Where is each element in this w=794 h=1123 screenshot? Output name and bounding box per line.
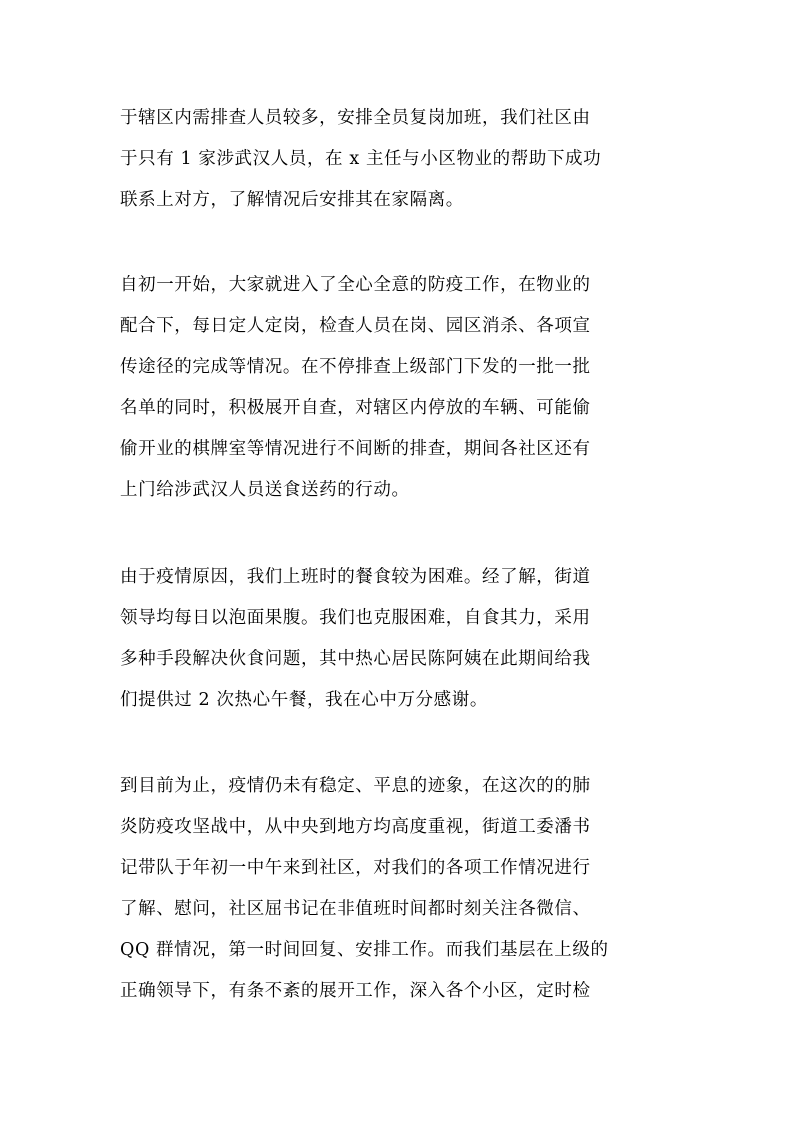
paragraph-1 [120,98,680,221]
text-line: 们提供过 2 次热心午餐，我在心中万分感谢。 [120,690,488,710]
text-line: 由于疫情原因，我们上班时的餐食较为困难。经了解，街道 [120,567,591,587]
text-line: 到目前为止，疫情仍未有稳定、平息的迹象，在这次的的肺 [120,776,591,796]
paragraph-2 [120,265,680,511]
text-line: 传途径的完成等情况。在不停排查上级部门下发的一批一批 [120,357,591,377]
text-line: 正确领导下，有条不紊的展开工作，深入各个小区，定时检 [120,981,591,1001]
text-line: 多种手段解决伙食问题，其中热心居民陈阿姨在此期间给我 [120,649,591,669]
text-line: 自初一开始，大家就进入了全心全意的防疫工作，在物业的 [120,275,591,295]
text-line: 上门给涉武汉人员送食送药的行动。 [120,480,410,500]
text-line: 于只有 1 家涉武汉人员，在 x 主任与小区物业的帮助下成功 [120,149,602,169]
text-line: 炎防疫攻坚战中，从中央到地方均高度重视，街道工委潘书 [120,817,591,837]
text-line: 配合下，每日定人定岗，检查人员在岗、园区消杀、各项宣 [120,316,591,336]
text-line: 领导均每日以泡面果腹。我们也克服困难，自食其力，采用 [120,608,591,628]
paragraph-4 [120,766,680,1012]
paragraph-3 [120,557,680,721]
text-line: 名单的同时，积极展开自查，对辖区内停放的车辆、可能偷 [120,398,591,418]
text-line: 于辖区内需排查人员较多，安排全员复岗加班，我们社区由 [120,108,591,128]
text-line: 记带队于年初一中午来到社区，对我们的各项工作情况进行 [120,858,591,878]
text-line: 联系上对方，了解情况后安排其在家隔离。 [120,190,464,210]
text-line: 了解、慰问，社区屈书记在非值班时间都时刻关注各微信、 [120,899,591,919]
text-line: QQ 群情况，第一时间回复、安排工作。而我们基层在上级的 [120,940,609,960]
text-line: 偷开业的棋牌室等情况进行不间断的排查，期间各社区还有 [120,439,591,459]
